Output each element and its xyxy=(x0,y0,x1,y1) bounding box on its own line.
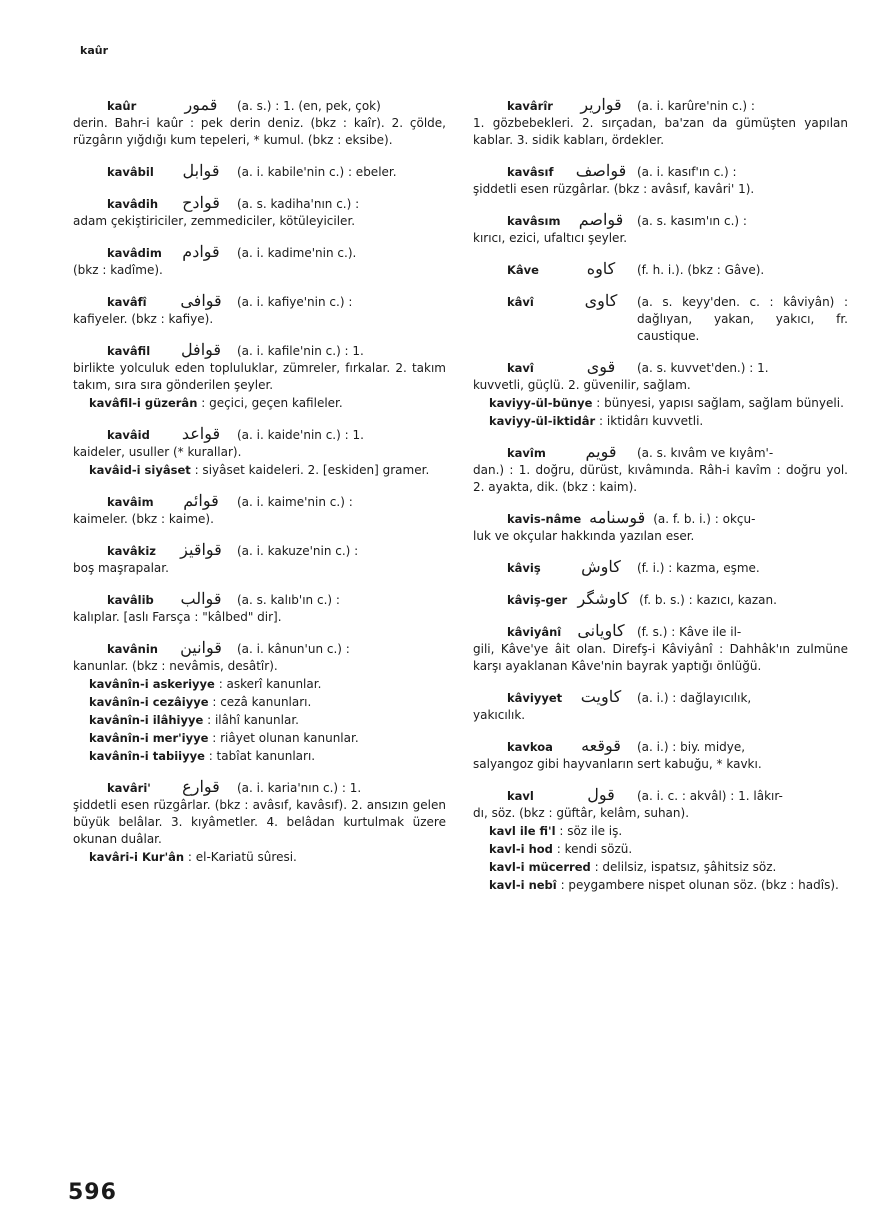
sub-entry xyxy=(473,859,848,876)
headword: kavâfî xyxy=(107,295,147,309)
headword: kaûr xyxy=(107,99,137,113)
sub-term: kaviyy-ül-bünye xyxy=(489,396,593,410)
dictionary-entry xyxy=(73,778,446,866)
sub-term: kavl-i nebî xyxy=(489,878,557,892)
headword: kavl xyxy=(507,789,534,803)
headword: kavâri' xyxy=(107,781,151,795)
arabic-script: كاوش xyxy=(581,557,621,576)
sub-term: kavânîn-i cezâiyye xyxy=(89,695,209,709)
sub-term: kavl-i mücerred xyxy=(489,860,591,874)
entry-info: (a. i.) : dağlayıcılık, xyxy=(637,691,752,705)
sub-definition: : askerî kanunlar. xyxy=(218,677,322,691)
headword: kavîm xyxy=(507,446,546,460)
arabic-script: قواصم xyxy=(578,210,624,229)
dictionary-entry xyxy=(473,590,848,609)
definition-text: luk ve okçular hakkında yazılan eser. xyxy=(473,529,695,543)
entry-info: (a. i. karûre'nin c.) : xyxy=(637,99,755,113)
right-column xyxy=(473,96,848,907)
arabic-script: قوارير xyxy=(580,95,622,114)
entry-info: (f. i.) : kazma, eşme. xyxy=(637,561,760,575)
headword: kâviş-ger xyxy=(507,593,568,607)
sub-definition: : cezâ kanunları. xyxy=(212,695,312,709)
entry-info: (a. i. kakuze'nin c.) : xyxy=(237,544,359,558)
entry-first-line xyxy=(73,425,446,444)
headword: kavkoa xyxy=(507,740,553,754)
entry-info: (a. s. kuvvet'den.) : 1. xyxy=(637,361,769,375)
entry-first-line xyxy=(73,778,446,797)
entry-info: (f. h. i.). (bkz : Gâve). xyxy=(637,263,765,277)
sub-definition: : söz ile iş. xyxy=(559,824,623,838)
headword: kavâfil xyxy=(107,344,151,358)
entry-first-line xyxy=(73,292,446,311)
dictionary-entry xyxy=(473,260,848,279)
dictionary-entry xyxy=(73,492,446,528)
dictionary-entry xyxy=(73,162,446,181)
entry-first-line xyxy=(473,292,848,345)
arabic-script: كاوه xyxy=(586,259,616,278)
entry-first-line xyxy=(473,688,848,707)
entry-first-line xyxy=(473,96,848,115)
definition-text: şiddetli esen rüzgârlar. (bkz : avâsıf, kavâri' 1). xyxy=(473,182,755,196)
definition-text: kaideler, usuller (* kurallar). xyxy=(73,445,242,459)
arabic-script: قواقيز xyxy=(180,540,222,559)
dictionary-entry xyxy=(473,558,848,577)
sub-term: kavânîn-i mer'iyye xyxy=(89,731,209,745)
sub-term: kavl-i hod xyxy=(489,842,553,856)
sub-term: kavânîn-i tabiiyye xyxy=(89,749,205,763)
entry-info: (a. i.) : biy. midye, xyxy=(637,740,746,754)
sub-term: kavl ile fi'l xyxy=(489,824,556,838)
sub-term: kavâid-i siyâset xyxy=(89,463,191,477)
left-column xyxy=(73,96,446,879)
entry-info: (a. s.) : 1. (en, pek, çok) xyxy=(237,99,381,113)
arabic-script: كاوشگر xyxy=(577,589,629,608)
dictionary-entry xyxy=(73,590,446,626)
arabic-script: كاويت xyxy=(580,687,622,706)
sub-term: kavâfil-i güzerân xyxy=(89,396,198,410)
entry-info: (a. s. kadiha'nın c.) : xyxy=(237,197,360,211)
dictionary-entry xyxy=(473,786,848,894)
arabic-script: قوارع xyxy=(182,777,220,796)
sub-term: kaviyy-ül-iktidâr xyxy=(489,414,596,428)
sub-entry xyxy=(73,748,446,765)
arabic-script: قمور xyxy=(184,95,218,114)
entry-info: (a. f. b. i.) : okçu- xyxy=(653,512,756,526)
definition-text: derin. Bahr-i kaûr : pek derin deniz. (bkz : kaîr). 2. çölde, rüzgârın yığdığı kum tepeleri, * kumul. (bkz : eksibe). xyxy=(73,116,446,147)
sub-entry xyxy=(473,413,848,430)
dictionary-entry xyxy=(473,162,848,198)
definition-text: kırıcı, ezici, ufaltıcı şeyler. xyxy=(473,231,628,245)
entry-info: (a. s. kalıb'ın c.) : xyxy=(237,593,340,607)
dictionary-entry xyxy=(473,443,848,496)
definition-text: boş maşrapalar. xyxy=(73,561,169,575)
arabic-script: قويم xyxy=(585,442,617,461)
dictionary-entry xyxy=(73,194,446,230)
dictionary-entry xyxy=(473,622,848,675)
arabic-script: قواعد xyxy=(181,424,221,443)
sub-entry xyxy=(73,849,446,866)
sub-definition: : kendi sözü. xyxy=(556,842,633,856)
entry-first-line xyxy=(473,737,848,756)
headword: kavâlib xyxy=(107,593,154,607)
sub-term: kavânîn-i askeriyye xyxy=(89,677,215,691)
definition-text: adam çekiştiriciler, zemmediciler, kötüleyiciler. xyxy=(73,214,356,228)
headword: kâviş xyxy=(507,561,541,575)
entry-first-line xyxy=(73,590,446,609)
arabic-script: قوسنامه xyxy=(589,508,646,527)
headword: kavâim xyxy=(107,495,154,509)
entry-info: (a. i. karia'nın c.) : 1. xyxy=(237,781,362,795)
sub-term: kavânîn-i ilâhiyye xyxy=(89,713,204,727)
sub-definition: : geçici, geçen kafileler. xyxy=(201,396,343,410)
sub-definition: : ilâhî kanunlar. xyxy=(207,713,299,727)
definition-text: dan.) : 1. doğru, dürüst, kıvâmında. Râh-i kavîm : doğru yol. 2. ayakta, dik. (bkz : kaim). xyxy=(473,463,848,494)
entry-info: (f. s.) : Kâve ile il- xyxy=(637,625,742,639)
definition-text: 1. gözbebekleri. 2. sırçadan, ba'zan da gümüşten yapılan kablar. 3. sidik kabları, ördekler. xyxy=(473,116,848,147)
sub-entry xyxy=(473,841,848,858)
arabic-script: قوافى xyxy=(180,291,222,310)
headword: Kâve xyxy=(507,263,539,277)
dictionary-entry xyxy=(73,96,446,149)
definition-text: kuvvetli, güçlü. 2. güvenilir, sağlam. xyxy=(473,378,691,392)
headword: kavânin xyxy=(107,642,158,656)
sub-definition: : bünyesi, yapısı sağlam, sağlam bünyeli. xyxy=(596,396,844,410)
definition-text: kalıplar. [aslı Farsça : "kâlbed" dir]. xyxy=(73,610,282,624)
headword: kavî xyxy=(507,361,534,375)
entry-info: (a. i. c. : akvâl) : 1. lâkır- xyxy=(637,789,783,803)
entry-info: (a. i. kaide'nin c.) : 1. xyxy=(237,428,364,442)
entry-first-line xyxy=(73,492,446,511)
arabic-script: قوابل xyxy=(182,161,220,180)
headword: kavâsım xyxy=(507,214,561,228)
arabic-script: قوادح xyxy=(182,193,220,212)
entry-first-line xyxy=(473,443,848,462)
arabic-script: قوافل xyxy=(180,340,222,359)
definition-text: birlikte yolculuk eden topluluklar, zümreler, fırkalar. 2. takım takım, sıra sıra gönderilen şeyler. xyxy=(73,361,446,392)
entry-first-line xyxy=(73,194,446,213)
sub-entry xyxy=(73,395,446,412)
entry-info: (a. s. kıvâm ve kıyâm'- xyxy=(637,446,774,460)
definition-text: yakıcılık. xyxy=(473,708,526,722)
entry-first-line xyxy=(473,590,848,609)
definition-text: şiddetli esen rüzgârlar. (bkz : avâsıf, kavâsıf). 2. ansızın gelen büyük belâlar. 3. kıyâmetler. 4. belâdan kurtulmak üzere okunan duâlar. xyxy=(73,798,446,846)
sub-entry xyxy=(473,877,848,894)
dictionary-entry xyxy=(473,96,848,149)
arabic-script: قول xyxy=(587,785,615,804)
dictionary-entry xyxy=(73,541,446,577)
definition-text: gili, Kâve'ye âit olan. Direfş-i Kâviyânî : Dahhâk'ın zulmüne karşı ayaklanan Kâve'nin bayrak yaptığı önlüğü. xyxy=(473,642,848,673)
entry-info: (a. i. kasıf'ın c.) : xyxy=(637,165,737,179)
dictionary-entry xyxy=(473,358,848,430)
entry-first-line xyxy=(73,243,446,262)
definition-text: salyangoz gibi hayvanların sert kabuğu, * kavkı. xyxy=(473,757,762,771)
headword: kavâdih xyxy=(107,197,159,211)
arabic-script: كاوى xyxy=(584,291,618,310)
entry-first-line xyxy=(73,162,446,181)
arabic-script: قوائم xyxy=(183,491,219,510)
definition-text: kaimeler. (bkz : kaime). xyxy=(73,512,214,526)
arabic-script: قواصف xyxy=(575,161,627,180)
entry-first-line xyxy=(473,358,848,377)
headword: kavâdim xyxy=(107,246,162,260)
definition-text: dı, söz. (bkz : güftâr, kelâm, suhan). xyxy=(473,806,690,820)
sub-entry xyxy=(73,462,446,479)
entry-first-line xyxy=(73,541,446,560)
entry-first-line xyxy=(473,786,848,805)
headword: kavâsıf xyxy=(507,165,554,179)
definition-text: kafiyeler. (bkz : kafiye). xyxy=(73,312,214,326)
dictionary-entry xyxy=(473,737,848,773)
headword: kavâbil xyxy=(107,165,154,179)
entry-info: (a. s. kasım'ın c.) : xyxy=(637,214,747,228)
sub-entry xyxy=(73,694,446,711)
entry-first-line xyxy=(73,341,446,360)
entry-first-line xyxy=(473,211,848,230)
sub-definition: : riâyet olunan kanunlar. xyxy=(212,731,359,745)
entry-first-line xyxy=(473,622,848,641)
dictionary-entry xyxy=(473,688,848,724)
sub-definition: : siyâset kaideleri. 2. [eskiden] gramer. xyxy=(194,463,430,477)
arabic-script: قوادم xyxy=(182,242,220,261)
sub-entry xyxy=(73,712,446,729)
entry-info: (a. i. kaime'nin c.) : xyxy=(237,495,353,509)
entry-info: (a. i. kânun'un c.) : xyxy=(237,642,350,656)
dictionary-entry xyxy=(73,639,446,765)
entry-first-line xyxy=(73,96,446,115)
entry-info: (f. b. s.) : kazıcı, kazan. xyxy=(639,593,777,607)
entry-first-line xyxy=(473,260,848,279)
sub-definition: : iktidârı kuvvetli. xyxy=(599,414,704,428)
dictionary-entry xyxy=(473,211,848,247)
headword: kavis-nâme xyxy=(507,512,582,526)
entry-info: (a. i. kafiye'nin c.) : xyxy=(237,295,353,309)
sub-entry xyxy=(473,823,848,840)
definition-text: (bkz : kadîme). xyxy=(73,263,163,277)
headword: kavâid xyxy=(107,428,150,442)
headword: kâvî xyxy=(507,295,534,309)
sub-entry xyxy=(73,676,446,693)
entry-info: (a. i. kabile'nin c.) : ebeler. xyxy=(237,165,397,179)
dictionary-entry xyxy=(73,292,446,328)
entry-first-line xyxy=(73,639,446,658)
entry-info: (a. s. keyy'den. c. : kâviyân) : dağlıyan, yakan, yakıcı, fr. caustique. xyxy=(637,295,848,343)
dictionary-entry xyxy=(73,341,446,412)
entry-first-line xyxy=(473,162,848,181)
dictionary-entry xyxy=(473,509,848,545)
headword: kâviyyet xyxy=(507,691,563,705)
sub-definition: : delilsiz, ispatsız, şâhitsiz söz. xyxy=(594,860,777,874)
arabic-script: كاويانى xyxy=(577,621,625,640)
entry-first-line xyxy=(473,509,848,528)
sub-definition: : tabîat kanunları. xyxy=(208,749,316,763)
dictionary-entry xyxy=(73,243,446,279)
dictionary-entry xyxy=(473,292,848,345)
arabic-script: قوى xyxy=(586,357,616,376)
arabic-script: قوانين xyxy=(180,638,222,657)
running-head: kaûr xyxy=(80,44,108,57)
sub-definition: : el-Kariatü sûresi. xyxy=(187,850,297,864)
sub-definition: : peygambere nispet olunan söz. (bkz : hadîs). xyxy=(560,878,839,892)
sub-term: kavâri-i Kur'ân xyxy=(89,850,185,864)
arabic-script: قوقعه xyxy=(581,736,621,755)
entry-first-line xyxy=(473,558,848,577)
headword: kavârîr xyxy=(507,99,553,113)
sub-entry xyxy=(473,395,848,412)
headword: kâviyânî xyxy=(507,625,562,639)
entry-info: (a. i. kafile'nin c.) : 1. xyxy=(237,344,364,358)
arabic-script: قوالب xyxy=(180,589,222,608)
page-number: 596 xyxy=(68,1180,117,1205)
definition-text: kanunlar. (bkz : nevâmis, desâtîr). xyxy=(73,659,278,673)
sub-entry xyxy=(73,730,446,747)
entry-info: (a. i. kadime'nin c.). xyxy=(237,246,357,260)
dictionary-entry xyxy=(73,425,446,479)
headword: kavâkiz xyxy=(107,544,156,558)
